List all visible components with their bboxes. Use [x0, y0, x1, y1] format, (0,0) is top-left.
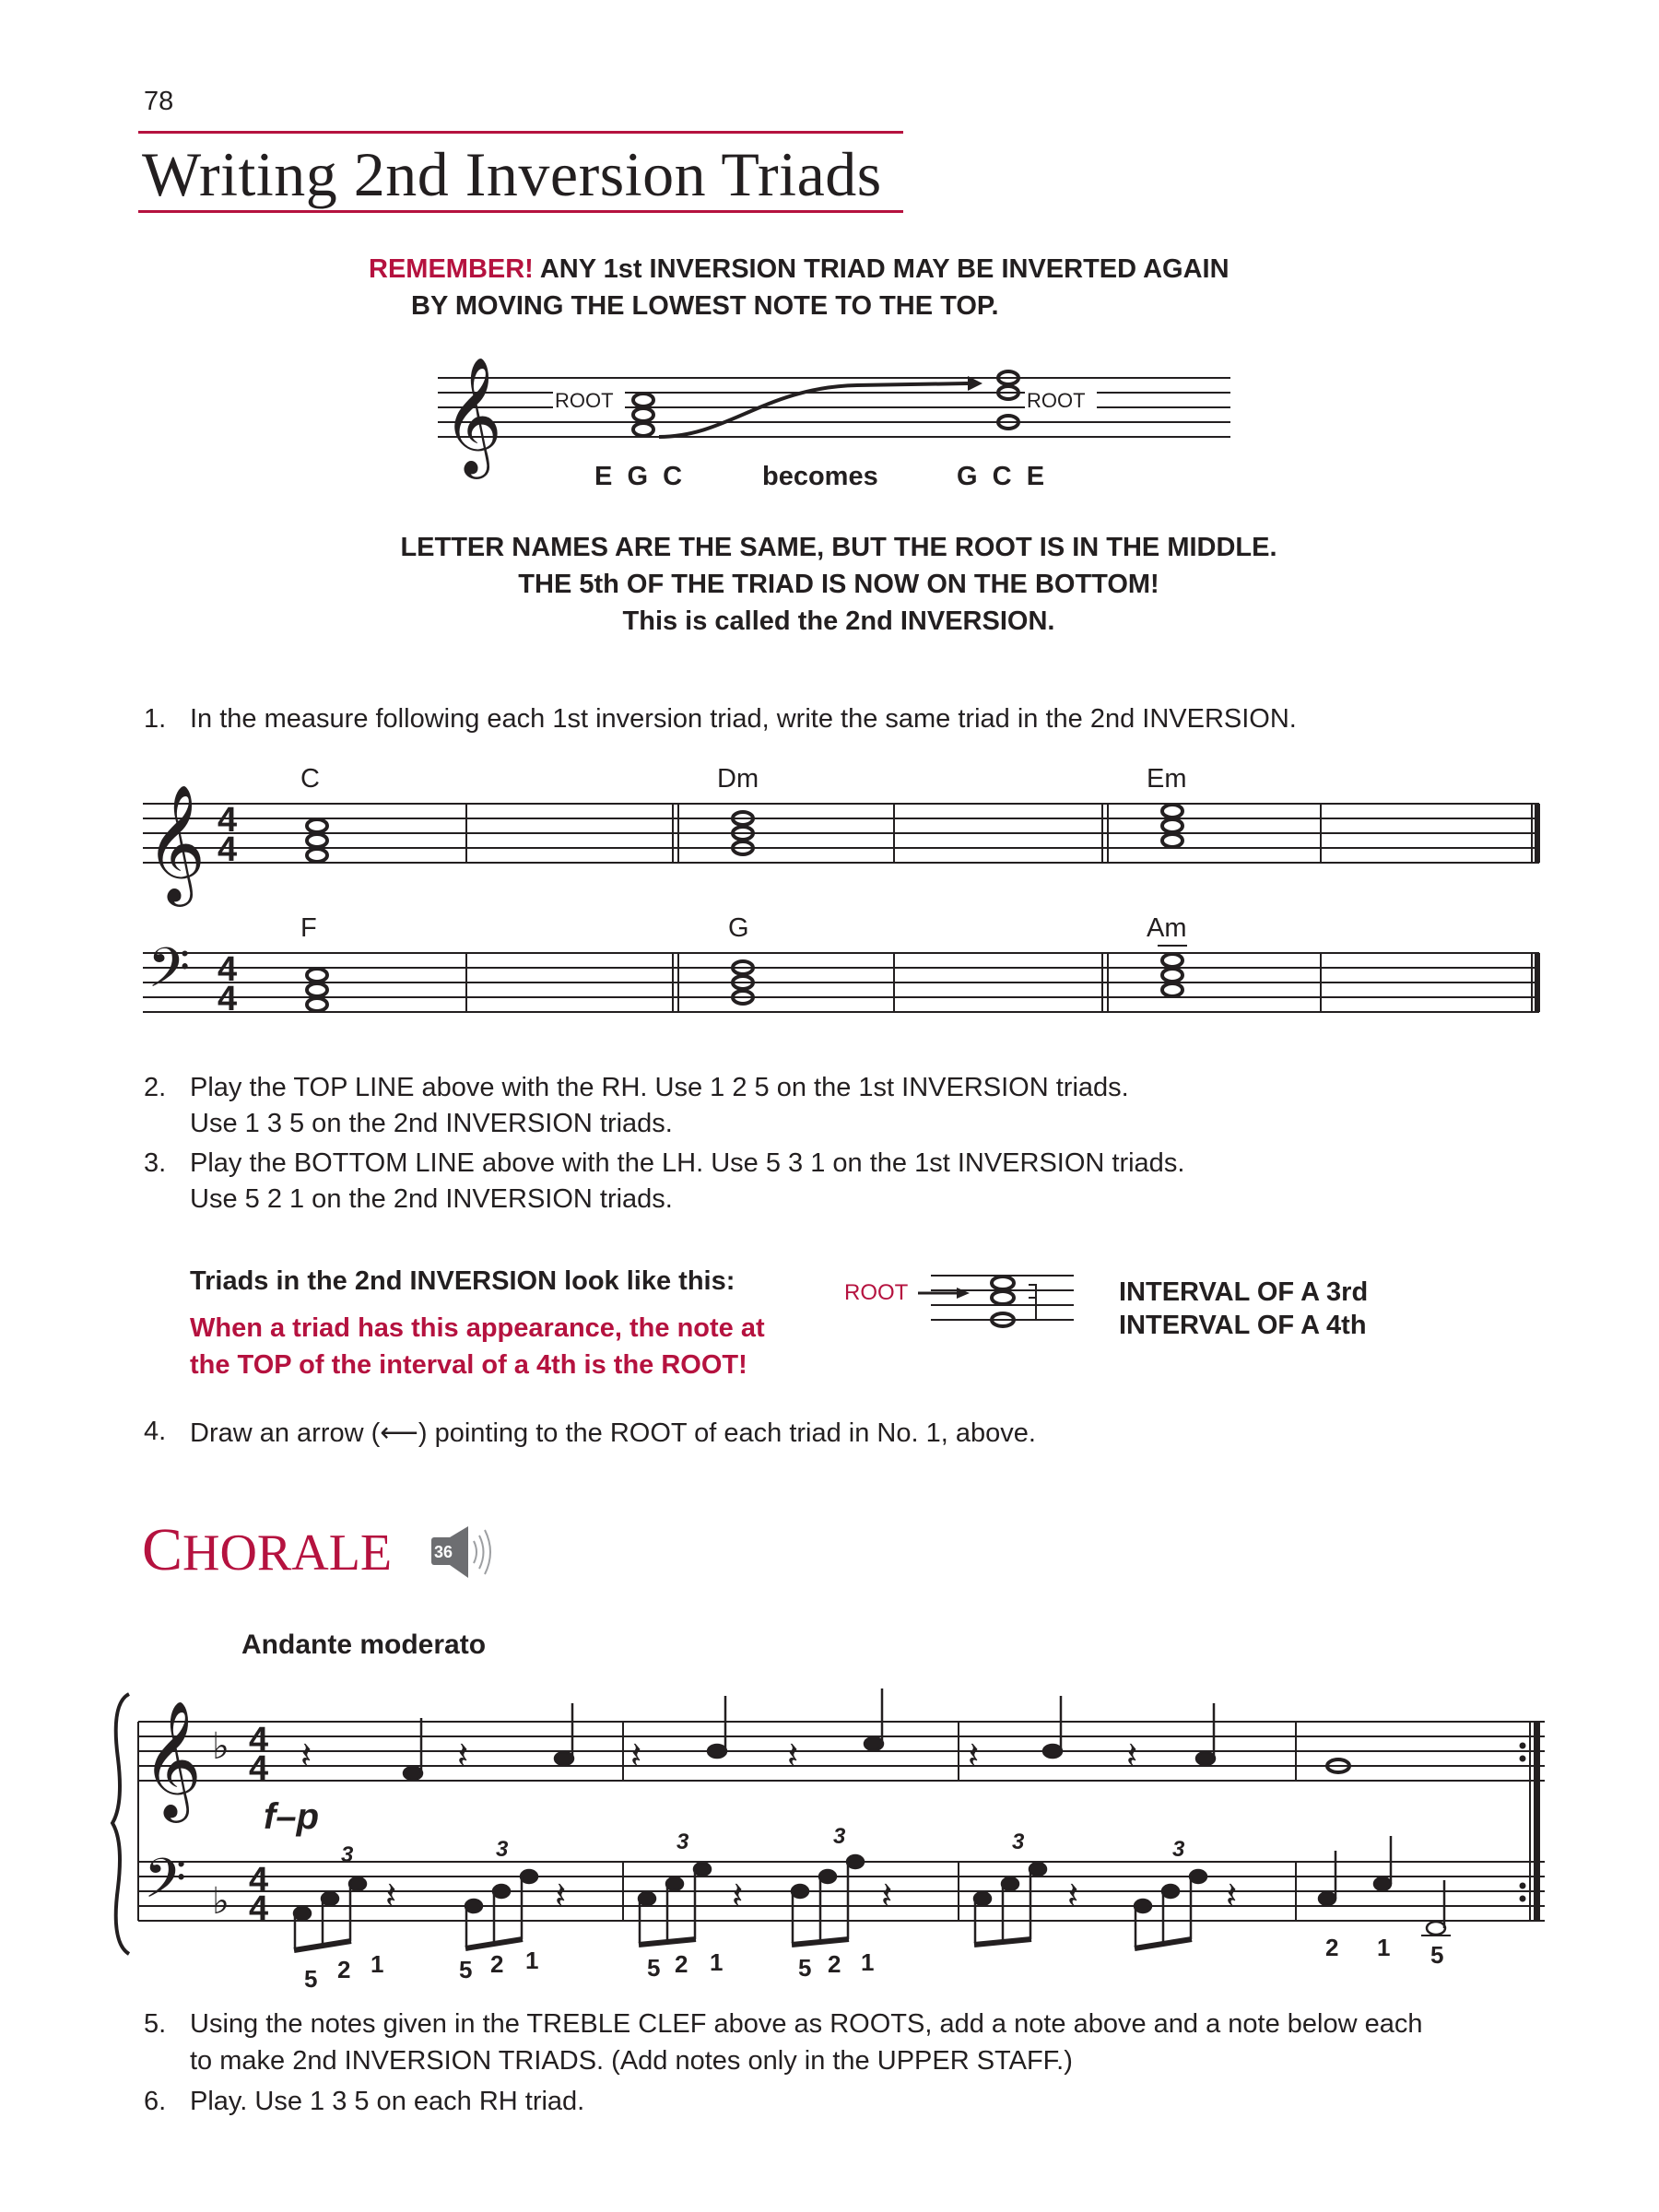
flat-icon: ♭ — [212, 1726, 229, 1767]
chorale-score — [109, 1666, 1548, 1998]
svg-text:2: 2 — [1325, 1934, 1339, 1961]
svg-text:1: 1 — [525, 1947, 539, 1974]
treble-clef-icon: 𝄞 — [146, 786, 206, 900]
svg-text:𝄽: 𝄽 — [968, 1735, 980, 1776]
svg-text:3: 3 — [1172, 1837, 1185, 1862]
svg-text:1: 1 — [861, 1948, 875, 1976]
final-bass-notes — [1319, 1836, 1391, 1905]
svg-text:2: 2 — [337, 1956, 351, 1983]
page-number: 78 — [144, 87, 174, 116]
notes-before: E G C — [594, 462, 683, 491]
exercise-6-text: Play. Use 1 3 5 on each RH triad. — [190, 2087, 585, 2116]
exercise-4-number: 4. — [144, 1417, 167, 1446]
explanation-1: LETTER NAMES ARE THE SAME, BUT THE ROOT IS IN THE MIDDLE. — [400, 533, 1277, 562]
inversion-arrow — [659, 383, 968, 437]
exercise-1-text: In the measure following each 1st inversion triad, write the same triad in the 2nd INVERSION. — [190, 704, 1297, 734]
exercise-4-text — [190, 1417, 1036, 1449]
brace — [112, 1694, 129, 1954]
fingerings — [304, 1934, 1443, 1993]
svg-text:3: 3 — [496, 1837, 509, 1862]
chorale-title — [142, 1515, 392, 1585]
svg-text:𝄽: 𝄽 — [630, 1735, 642, 1776]
dynamic-marking: f–p — [264, 1796, 319, 1837]
exercise-5-number: 5. — [144, 2009, 167, 2039]
exercise-2-line-1: Play the TOP LINE above with the RH. Use 1 2 5 on the 1st INVERSION triads. — [190, 1073, 1129, 1102]
svg-text:5: 5 — [459, 1956, 473, 1983]
root-label-right: ROOT — [1027, 389, 1086, 412]
svg-text:5: 5 — [304, 1965, 318, 1993]
remember-label: REMEMBER! — [369, 254, 534, 284]
svg-text:𝄽: 𝄽 — [555, 1876, 567, 1916]
remember-line-1 — [369, 254, 1230, 285]
chord-gce — [998, 371, 1018, 429]
triad-diagram — [839, 1263, 1078, 1336]
svg-text:𝄽: 𝄽 — [881, 1876, 893, 1916]
triad-root-label: ROOT — [844, 1280, 909, 1305]
exercise-5-line-2: to make 2nd INVERSION TRIADS. (Add notes only in the UPPER STAFF.) — [190, 2046, 1073, 2076]
svg-text:2: 2 — [490, 1950, 504, 1978]
chord-label-am: Am — [1147, 913, 1187, 943]
svg-text:4: 4 — [218, 950, 238, 989]
exercise-3-line-1: Play the BOTTOM LINE above with the LH. Use 5 3 1 on the 1st INVERSION triads. — [190, 1148, 1185, 1178]
svg-text:2: 2 — [828, 1950, 841, 1978]
svg-text:4: 4 — [249, 1749, 269, 1788]
bass-clef-icon: 𝄢 — [147, 938, 191, 1012]
track-number: 36 — [434, 1543, 453, 1561]
chorale-treble-clef-icon: 𝄞 — [142, 1702, 203, 1816]
audio-track-icon[interactable] — [429, 1524, 501, 1580]
svg-text:3: 3 — [677, 1830, 689, 1854]
triads-red-line-2: the TOP of the interval of a 4th is the ROOT! — [190, 1350, 747, 1380]
interval-4th: INTERVAL OF A 4th — [1119, 1311, 1367, 1340]
svg-text:4: 4 — [249, 1721, 269, 1759]
exercise-4-text-after: ) pointing to the ROOT of each triad in No. 1, above. — [418, 1418, 1036, 1448]
svg-text:𝄽: 𝄽 — [1126, 1735, 1138, 1776]
root-label-left: ROOT — [555, 389, 614, 412]
svg-text:3: 3 — [341, 1842, 354, 1867]
exercise-3-line-2: Use 5 2 1 on the 2nd INVERSION triads. — [190, 1184, 673, 1214]
chord-label-c: C — [300, 764, 320, 794]
chord-label-g: G — [728, 913, 749, 943]
chord-egc — [633, 394, 653, 436]
time-signature-bottom: 4 — [218, 830, 238, 869]
explanation-2: THE 5th OF THE TRIAD IS NOW ON THE BOTTOM! — [518, 570, 1159, 599]
svg-text:1: 1 — [710, 1948, 724, 1976]
exercise-2-line-2: Use 1 3 5 on the 2nd INVERSION triads. — [190, 1109, 673, 1138]
title-rule-top — [138, 131, 903, 134]
left-arrow-icon: ⟵ — [380, 1418, 418, 1448]
chord-label-f: F — [300, 913, 317, 943]
svg-text:2: 2 — [675, 1950, 688, 1978]
chorale-bass-clef-icon: 𝄢 — [144, 1849, 187, 1923]
chord-label-dm: Dm — [717, 764, 759, 794]
svg-text:1: 1 — [371, 1950, 384, 1978]
svg-text:𝄽: 𝄽 — [732, 1876, 744, 1916]
triads-red-line-1: When a triad has this appearance, the note at — [190, 1313, 765, 1343]
svg-text:𝄽: 𝄽 — [385, 1876, 397, 1916]
triplet-marks — [341, 1824, 1185, 1867]
interval-3rd: INTERVAL OF A 3rd — [1119, 1277, 1369, 1307]
exercise-1-number: 1. — [144, 704, 167, 734]
treble-staff — [143, 804, 1539, 863]
exercise-3-number: 3. — [144, 1148, 167, 1178]
becomes-label: becomes — [762, 462, 878, 491]
svg-text:3: 3 — [833, 1824, 846, 1849]
example-staff — [424, 350, 1253, 498]
svg-text:𝄽: 𝄽 — [1067, 1876, 1079, 1916]
svg-text:𝄽: 𝄽 — [300, 1735, 312, 1776]
svg-text:𝄽: 𝄽 — [1226, 1876, 1238, 1916]
chorale-title-first: C — [142, 1516, 183, 1583]
svg-text:𝄽: 𝄽 — [457, 1735, 469, 1776]
svg-text:𝄽: 𝄽 — [787, 1735, 799, 1776]
svg-text:4: 4 — [218, 980, 238, 1018]
svg-text:4: 4 — [249, 1889, 269, 1928]
bass-staff — [143, 953, 1539, 1012]
flat-icon: ♭ — [212, 1881, 229, 1922]
exercise-2-number: 2. — [144, 1073, 167, 1102]
exercise-4-text-before: Draw an arrow ( — [190, 1418, 381, 1448]
svg-text:5: 5 — [647, 1954, 661, 1982]
tempo-marking: Andante moderato — [241, 1630, 487, 1660]
treble-clef-icon: 𝄞 — [442, 359, 503, 472]
svg-text:5: 5 — [1430, 1941, 1444, 1969]
notes-after: G C E — [957, 462, 1045, 491]
remember-text-1: ANY 1st INVERSION TRIAD MAY BE INVERTED AGAIN — [539, 254, 1230, 284]
exercise-6-number: 6. — [144, 2087, 167, 2116]
time-signature-top: 4 — [218, 801, 238, 840]
exercise-5-line-1: Using the notes given in the TREBLE CLEF above as ROOTS, add a note above and a note below each — [190, 2009, 1423, 2039]
svg-text:4: 4 — [249, 1861, 269, 1900]
remember-text-2: BY MOVING THE LOWEST NOTE TO THE TOP. — [411, 291, 999, 321]
svg-text:1: 1 — [1377, 1934, 1391, 1961]
quarter-rests-bass — [385, 1876, 1237, 1916]
chorale-title-rest: HORALE — [182, 1524, 393, 1582]
exercise-1-staves — [138, 756, 1548, 1051]
title-rule-bottom — [138, 210, 903, 213]
explanation-3: This is called the 2nd INVERSION. — [622, 606, 1055, 636]
svg-text:3: 3 — [1012, 1830, 1025, 1854]
svg-text:5: 5 — [798, 1954, 812, 1982]
triads-heading: Triads in the 2nd INVERSION look like this: — [190, 1266, 735, 1296]
page-title: Writing 2nd Inversion Triads — [142, 139, 882, 209]
chord-label-em: Em — [1147, 764, 1187, 794]
